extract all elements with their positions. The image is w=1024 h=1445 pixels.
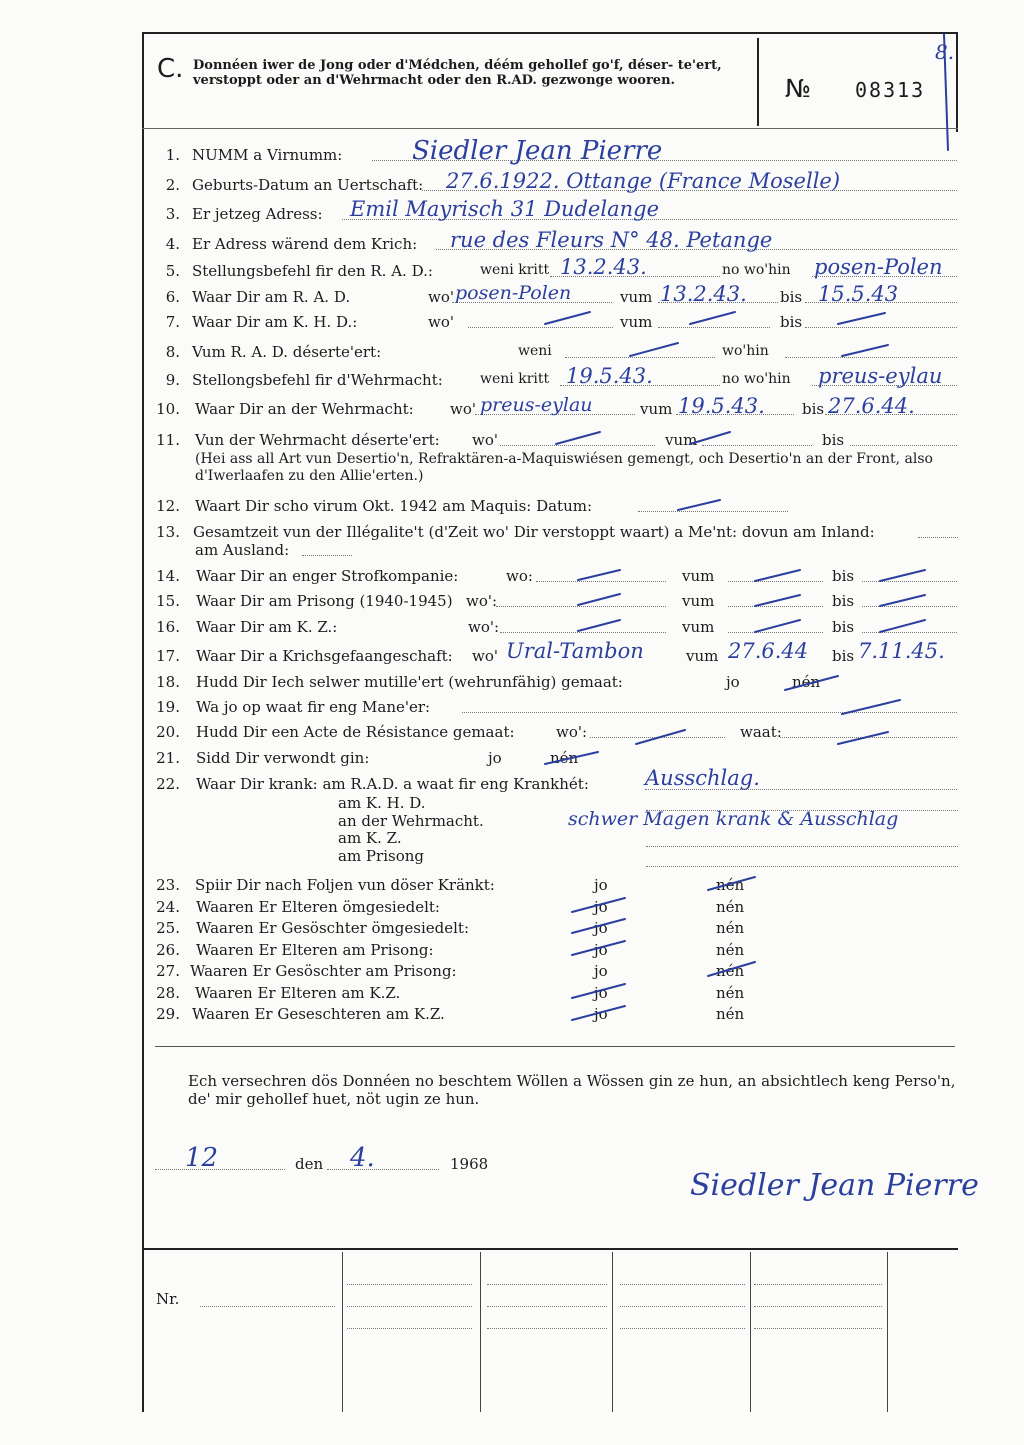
address-value[interactable]: Emil Mayrisch 31 Dudelange [350, 197, 659, 221]
yes-option[interactable]: jo [594, 984, 608, 1002]
vum-label: vum [686, 647, 719, 665]
wo-label: wo' [450, 400, 476, 418]
sub-label: am K. Z. [338, 829, 402, 847]
yes-option[interactable]: jo [726, 673, 740, 691]
wehrmacht-where-value[interactable]: preus-eylau [480, 394, 593, 416]
field-label: Hudd Dir Iech selwer mutille'ert (wehrunfähig) gemaat: [196, 673, 623, 691]
field-label: am Ausland: [195, 541, 290, 559]
wo-label: wo' [472, 431, 498, 449]
strike-mark [678, 500, 720, 510]
rad-from-value[interactable]: 13.2.43. [660, 282, 747, 306]
signature: Siedler Jean Pierre [690, 1168, 979, 1203]
strike-mark [880, 570, 925, 581]
sub-label: an der Wehrmacht. [338, 811, 484, 830]
row-number: 1. [165, 146, 180, 164]
strike-mark [880, 595, 925, 606]
no-option[interactable]: nén [792, 673, 821, 691]
field-label: Waar Dir an der Wehrmacht: [195, 400, 414, 418]
entry-line [754, 1270, 882, 1285]
no-option[interactable]: nén [550, 749, 579, 767]
illness-value[interactable]: Ausschlag. [645, 766, 760, 790]
table-top-line [142, 1248, 958, 1250]
strike-mark [842, 700, 900, 714]
row-number: 3. [165, 205, 180, 223]
no-option[interactable]: nén [716, 876, 745, 894]
rad-where-value[interactable]: posen-Polen [455, 282, 572, 304]
captivity-where-value[interactable]: Ural-Tambon [506, 639, 644, 663]
entry-line [754, 1314, 882, 1329]
wo-label: wo' [472, 647, 498, 665]
field-label: Er Adress wärend dem Krich: [192, 235, 418, 253]
field-label: Waaren Er Gesöschter ömgesiedelt: [196, 919, 470, 937]
vum-label: vum [682, 567, 715, 585]
row-number: 18. [156, 673, 180, 691]
rad-when-value[interactable]: 13.2.43. [560, 255, 647, 279]
strike-mark [572, 984, 625, 998]
entry-line [487, 1292, 607, 1307]
strike-mark [690, 432, 730, 444]
entry-line [347, 1270, 472, 1285]
row-number: 13. [156, 523, 180, 541]
sub-label: am Prisong [338, 846, 424, 865]
strike-mark [755, 595, 800, 606]
entry-line [620, 1270, 745, 1285]
no-option[interactable]: nén [716, 984, 745, 1002]
number-label: № [785, 74, 812, 103]
row-number: 12. [156, 497, 180, 515]
declaration-separator [155, 1046, 955, 1047]
field-label: Waaren Er Elteren ömgesiedelt: [196, 898, 440, 916]
yes-option[interactable]: jo [594, 962, 608, 980]
margin-pen-line [944, 34, 948, 150]
entry-line [347, 1292, 472, 1307]
date-month-value[interactable]: 4. [350, 1143, 375, 1173]
field-label: Gesamtzeit vun der Illégalite't (d'Zeit wo' Dir verstoppt waart) a Me'nt: dovun am Inland: [193, 523, 875, 541]
entry-line [754, 1292, 882, 1307]
vum-label: vum [620, 313, 653, 331]
row-number: 27. [156, 962, 180, 980]
field-label: Waaren Er Elteren am K.Z. [195, 984, 401, 1002]
yes-option[interactable]: jo [594, 898, 608, 916]
row-number: 20. [156, 723, 180, 741]
row-number: 10. [156, 400, 180, 418]
field-label: Waar Dir am K. Z.: [196, 618, 338, 636]
entry-line [487, 1270, 607, 1285]
field-label: Hudd Dir een Acte de Résistance gemaat: [196, 723, 515, 741]
field-label: Spiir Dir nach Foljen vun döser Kränkt: [195, 876, 495, 894]
yes-option[interactable]: jo [488, 749, 502, 767]
entry-line [200, 1292, 335, 1307]
no-option[interactable]: nén [716, 919, 745, 937]
strike-mark [630, 343, 678, 356]
strike-mark [578, 570, 620, 580]
vum-label: vum [682, 592, 715, 610]
wo-label: wo': [466, 592, 498, 610]
wo-label: wo: [506, 567, 533, 585]
table-column-line [342, 1252, 343, 1412]
nr-label: Nr. [156, 1290, 180, 1308]
field-label: Stellongsbefehl fir d'Wehrmacht: [192, 371, 443, 389]
strike-mark [636, 730, 685, 744]
declaration-text: Ech versechren dös Donnéen no beschtem Wöllen a Wössen gin ze hun, an absichtlech keng Perso'n, de' mir gehollef huet, nöt ugin ze hun. [188, 1072, 956, 1108]
bis-label: bis [832, 647, 855, 665]
where-label: no wo'hin [722, 371, 791, 387]
strike-mark [578, 620, 620, 631]
row-number: 15. [156, 592, 180, 610]
no-option[interactable]: nén [716, 1005, 745, 1023]
row-number: 26. [156, 941, 180, 959]
no-option[interactable]: nén [716, 941, 745, 959]
strike-mark [708, 962, 755, 976]
strike-mark [572, 898, 625, 912]
strike-mark [690, 312, 735, 324]
row-number: 28. [156, 984, 180, 1002]
entry-line [347, 1314, 472, 1329]
field-label: Waar Dir krank: am R.A.D. a waat fir eng Krankhét: [196, 775, 589, 793]
when-label: weni kritt [480, 371, 550, 387]
strike-mark [545, 752, 598, 764]
table-column-line [887, 1252, 888, 1412]
year: 1968 [450, 1155, 489, 1173]
section-letter: C. [157, 54, 184, 84]
section-title: Donnéen iwer de Jong oder d'Médchen, déém gehollef go'f, déser- te'ert, verstoppt oder an d'Wehrmacht oder den R.AD. gezwonge wooren. [193, 58, 722, 88]
illness-wehrmacht-value[interactable]: schwer Magen krank & Ausschlag [568, 808, 899, 830]
row-number: 9. [165, 371, 180, 389]
row-number: 2. [165, 176, 180, 194]
row-number: 19. [156, 698, 180, 716]
row-number: 23. [156, 876, 180, 894]
bis-label: bis [780, 313, 803, 331]
wo-label: wo': [468, 618, 500, 636]
bis-label: bis [802, 400, 825, 418]
table-column-line [612, 1252, 613, 1412]
row-number: 21. [156, 749, 180, 767]
vum-label: vum [682, 618, 715, 636]
strike-mark [556, 432, 600, 444]
when-label: weni kritt [480, 262, 550, 278]
strike-mark [572, 1006, 625, 1020]
strike-mark [708, 877, 755, 890]
entry-line [155, 1155, 285, 1170]
no-option[interactable]: nén [716, 898, 745, 916]
strike-mark [578, 594, 620, 605]
field-label: Vum R. A. D. déserte'ert: [192, 343, 382, 361]
captivity-to-value[interactable]: 7.11.45. [858, 639, 945, 663]
field-label: Waar Dir an enger Strofkompanie: [196, 567, 459, 585]
den-label: den [295, 1155, 324, 1173]
table-column-line [480, 1252, 481, 1412]
row-number: 25. [156, 919, 180, 937]
wehrmacht-where-value[interactable]: preus-eylau [818, 364, 943, 388]
wo-label: wo' [428, 288, 454, 306]
vum-label: vum [640, 400, 673, 418]
row-number: 14. [156, 567, 180, 585]
where-label: wo'hin [722, 343, 769, 359]
row-number: 4. [165, 235, 180, 253]
field-label: Waar Dir am R. A. D. [192, 288, 351, 306]
wo-label: wo': [556, 723, 588, 741]
vum-label: vum [665, 431, 698, 449]
strike-mark [572, 941, 625, 955]
field-label: Wa jo op waat fir eng Mane'er: [196, 698, 431, 716]
field-label: Sidd Dir verwondt gin: [196, 749, 370, 767]
bis-label: bis [822, 431, 845, 449]
entry-line [620, 1292, 745, 1307]
row-number: 24. [156, 898, 180, 916]
office-use-table [142, 1248, 958, 1413]
no-option[interactable]: nén [716, 962, 745, 980]
row-number: 6. [165, 288, 180, 306]
bis-label: bis [780, 288, 803, 306]
strike-mark [545, 312, 590, 324]
strike-mark [838, 313, 885, 324]
bis-label: bis [832, 567, 855, 585]
row-number: 7. [165, 313, 180, 331]
form-number: 08313 [855, 78, 926, 102]
field-label: Stellungsbefehl fir den R. A. D.: [192, 262, 433, 280]
strike-mark [838, 732, 888, 744]
strike-mark [842, 345, 888, 356]
field-label: Er jetzeg Adress: [192, 205, 323, 223]
strike-mark [755, 620, 800, 632]
vum-label: vum [620, 288, 653, 306]
field-label: Vun der Wehrmacht déserte'ert: [195, 431, 440, 449]
field-label: Waar Dir am Prisong (1940-1945) [196, 592, 453, 610]
date-line [155, 1143, 655, 1179]
war-address-value[interactable]: rue des Fleurs N° 48. Petange [450, 228, 773, 252]
field-label: Waar Dir a Krichsgefaangeschaft: [196, 647, 453, 665]
bis-label: bis [832, 592, 855, 610]
table-column-line [750, 1252, 751, 1412]
birth-value[interactable]: 27.6.1922. Ottange (France Moselle) [446, 169, 841, 193]
field-label: Waaren Er Gesöschter am Prisong: [190, 962, 457, 980]
field-label: Waaren Er Geseschteren am K.Z. [192, 1005, 445, 1023]
row-number: 29. [156, 1005, 180, 1023]
row-number: 22. [156, 775, 180, 793]
wehrmacht-when-value[interactable]: 19.5.43. [566, 364, 653, 388]
rad-to-value[interactable]: 15.5.43 [818, 282, 899, 306]
row-11-note: (Hei ass all Art vun Desertio'n, Refraktären-a-Maquiswiésen gemengt, och Desertio'n an der Front, also d'Iwerlaafen zu den Allie'erten.) [195, 451, 933, 484]
entry-line [327, 1155, 439, 1170]
wehrmacht-from-value[interactable]: 19.5.43. [678, 394, 765, 418]
wehrmacht-to-value[interactable]: 27.6.44. [828, 394, 915, 418]
date-day-value[interactable]: 12 [185, 1143, 219, 1173]
corner-handwritten-mark: 8. [935, 40, 955, 64]
strike-mark [572, 919, 625, 933]
yes-option[interactable]: jo [594, 1005, 608, 1023]
row-number: 17. [156, 647, 180, 665]
strike-mark [880, 620, 925, 632]
yes-option[interactable]: jo [594, 919, 608, 937]
row-number: 8. [165, 343, 180, 361]
field-label: Geburts-Datum an Uertschaft: [192, 176, 424, 194]
yes-option[interactable]: jo [594, 941, 608, 959]
sub-label: am K. H. D. [338, 794, 426, 812]
entry-line [620, 1314, 745, 1329]
row-number: 16. [156, 618, 180, 636]
strike-mark [785, 676, 838, 690]
when-label: weni [518, 343, 552, 359]
waat-label: waat: [740, 723, 782, 741]
strike-mark [755, 570, 800, 581]
bis-label: bis [832, 618, 855, 636]
field-label: Waaren Er Elteren am Prisong: [196, 941, 434, 959]
where-label: no wo'hin [722, 262, 791, 278]
row-number: 5. [165, 262, 180, 280]
field-label: Waart Dir scho virum Okt. 1942 am Maquis: Datum: [195, 497, 593, 515]
row-number: 11. [156, 431, 180, 449]
captivity-from-value[interactable]: 27.6.44 [728, 639, 809, 663]
rad-where-value[interactable]: posen-Polen [814, 255, 943, 279]
field-label: NUMM a Virnumm: [192, 146, 343, 164]
field-label: Waar Dir am K. H. D.: [192, 313, 358, 331]
name-value[interactable]: Siedler Jean Pierre [412, 136, 663, 166]
entry-line [487, 1314, 607, 1329]
yes-option[interactable]: jo [594, 876, 608, 894]
wo-label: wo' [428, 313, 454, 331]
